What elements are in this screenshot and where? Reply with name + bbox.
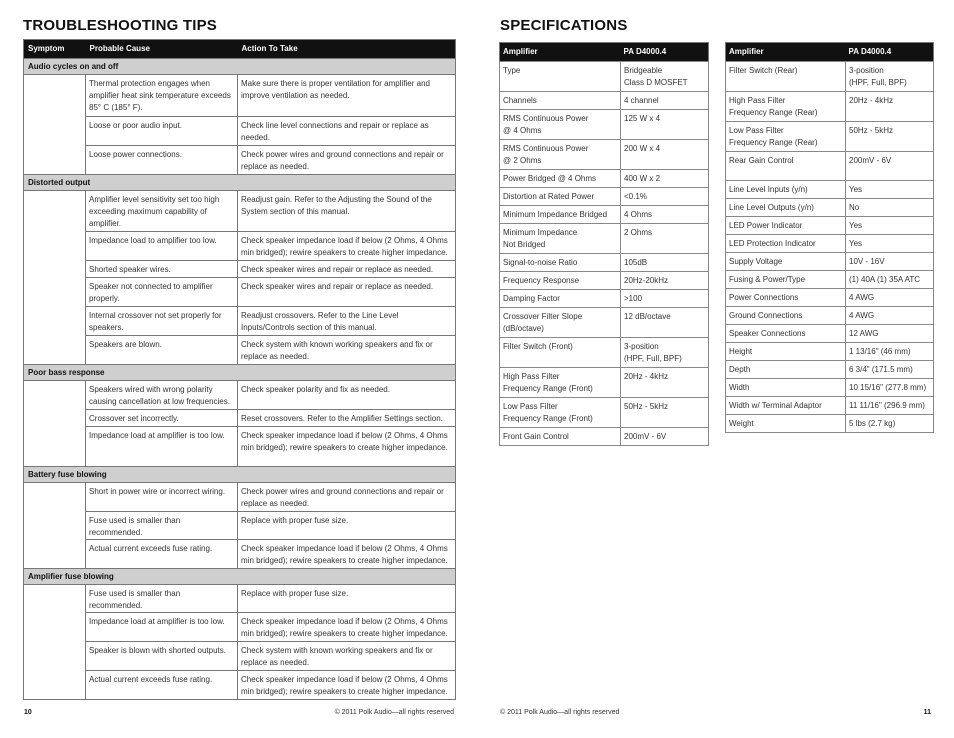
spec-value: 20Hz-20kHz — [621, 272, 709, 290]
spec-value: 3-position (HPF, Full, BPF) — [846, 62, 934, 92]
symptom-cell — [24, 261, 86, 278]
spec-table-right — [725, 42, 934, 433]
probable-cause-cell: Speakers are blown. — [86, 336, 238, 365]
troubleshooting-row — [24, 191, 456, 232]
troubleshooting-row — [24, 410, 456, 427]
spec-right-header-row — [726, 43, 934, 62]
spec-row — [500, 272, 709, 290]
spec-value: 200mV - 6V — [846, 152, 934, 181]
spec-row — [726, 379, 934, 397]
spec-label: Low Pass Filter Frequency Range (Rear) — [726, 122, 846, 152]
symptom-label: Distorted output — [24, 175, 456, 191]
spec-label: Damping Factor — [500, 290, 621, 308]
spec-label: Type — [500, 62, 621, 92]
troubleshooting-title: TROUBLESHOOTING TIPS — [23, 17, 218, 34]
symptom-cell — [24, 512, 86, 540]
probable-cause-cell: Short in power wire or incorrect wiring. — [86, 483, 238, 512]
spec-label: Width — [726, 379, 846, 397]
probable-cause-cell: Impedance load to amplifier too low. — [86, 232, 238, 261]
spec-label: Power Connections — [726, 289, 846, 307]
symptom-cell — [24, 585, 86, 613]
spec-label: Frequency Response — [500, 272, 621, 290]
spec-row — [726, 415, 934, 433]
troubleshooting-row — [24, 261, 456, 278]
troubleshooting-row — [24, 671, 456, 700]
spec-row — [726, 253, 934, 271]
probable-cause-cell: Thermal protection engages when amplifier heat sink temperature exceeds 85° C (185° F). — [86, 75, 238, 117]
troubleshooting-row — [24, 585, 456, 613]
header-symptom: Symptom — [24, 40, 86, 59]
spec-label: LED Protection Indicator — [726, 235, 846, 253]
spec-row — [726, 152, 934, 181]
spec-value: 5 lbs (2.7 kg) — [846, 415, 934, 433]
spec-row — [500, 224, 709, 254]
probable-cause-cell: Actual current exceeds fuse rating. — [86, 540, 238, 569]
spec-row — [500, 92, 709, 110]
spec-label: Rear Gain Control — [726, 152, 846, 181]
symptom-group-row — [24, 175, 456, 191]
action-cell: Check speaker wires and repair or replace as needed. — [238, 261, 456, 278]
spec-label: Minimum Impedance Not Bridged — [500, 224, 621, 254]
spec-label: Height — [726, 343, 846, 361]
spec-row — [500, 398, 709, 428]
troubleshooting-row — [24, 146, 456, 175]
action-cell: Check power wires and ground connections and repair or replace as needed. — [238, 483, 456, 512]
symptom-cell — [24, 613, 86, 642]
spec-right-body — [726, 62, 934, 433]
spec-value: 4 AWG — [846, 307, 934, 325]
troubleshooting-table — [23, 39, 456, 700]
spec-label: Distortion at Rated Power — [500, 188, 621, 206]
spec-right-header-amplifier: Amplifier — [726, 43, 846, 62]
action-cell: Check system with known working speakers and fix or replace as needed. — [238, 642, 456, 671]
troubleshooting-row — [24, 613, 456, 642]
probable-cause-cell: Shorted speaker wires. — [86, 261, 238, 278]
spec-left-header-row — [500, 43, 709, 62]
symptom-cell — [24, 381, 86, 410]
symptom-group-row — [24, 59, 456, 75]
symptom-label: Amplifier fuse blowing — [24, 569, 456, 585]
spec-label: Minimum Impedance Bridged — [500, 206, 621, 224]
spec-label: RMS Continuous Power @ 4 Ohms — [500, 110, 621, 140]
spec-row — [726, 325, 934, 343]
action-cell: Replace with proper fuse size. — [238, 585, 456, 613]
spec-label: Supply Voltage — [726, 253, 846, 271]
spec-row — [726, 92, 934, 122]
spec-row — [500, 254, 709, 272]
symptom-cell — [24, 642, 86, 671]
spec-label: RMS Continuous Power @ 2 Ohms — [500, 140, 621, 170]
spec-value: Yes — [846, 235, 934, 253]
spec-label: Width w/ Terminal Adaptor — [726, 397, 846, 415]
action-cell: Check speaker impedance load if below (2 Ohms, 4 Ohms min bridged); rewire speakers to create higher impedance. — [238, 613, 456, 642]
symptom-cell — [24, 307, 86, 336]
action-cell: Replace with proper fuse size. — [238, 512, 456, 540]
symptom-cell — [24, 540, 86, 569]
spec-value: 105dB — [621, 254, 709, 272]
spec-label: Fusing & Power/Type — [726, 271, 846, 289]
spec-row — [500, 338, 709, 368]
spec-left-body — [500, 62, 709, 446]
page-number-right: 11 — [923, 709, 931, 716]
action-cell: Readjust gain. Refer to the Adjusting the Sound of the System section of this manual. — [238, 191, 456, 232]
probable-cause-cell: Impedance load at amplifier is too low. — [86, 613, 238, 642]
spec-row — [726, 343, 934, 361]
probable-cause-cell: Fuse used is smaller than recommended. — [86, 585, 238, 613]
spec-label: Line Level Outputs (y/n) — [726, 199, 846, 217]
spec-row — [500, 290, 709, 308]
spec-value: 400 W x 2 — [621, 170, 709, 188]
probable-cause-cell: Actual current exceeds fuse rating. — [86, 671, 238, 700]
spec-value: 50Hz - 5kHz — [846, 122, 934, 152]
spec-row — [500, 368, 709, 398]
troubleshooting-row — [24, 336, 456, 365]
spec-value: 1 13/16" (46 mm) — [846, 343, 934, 361]
spec-label: Weight — [726, 415, 846, 433]
symptom-cell — [24, 427, 86, 467]
spec-value: 200mV - 6V — [621, 428, 709, 446]
spec-row — [500, 62, 709, 92]
symptom-cell — [24, 117, 86, 146]
symptom-label: Poor bass response — [24, 365, 456, 381]
spec-value: 50Hz - 5kHz — [621, 398, 709, 428]
action-cell: Check power wires and ground connections and repair or replace as needed. — [238, 146, 456, 175]
spec-row — [726, 289, 934, 307]
spec-value: (1) 40A (1) 35A ATC — [846, 271, 934, 289]
spec-left-header-amplifier: Amplifier — [500, 43, 621, 62]
troubleshooting-row — [24, 117, 456, 146]
specifications-title: SPECIFICATIONS — [500, 17, 628, 34]
troubleshooting-row — [24, 307, 456, 336]
spec-row — [726, 122, 934, 152]
probable-cause-cell: Speakers wired with wrong polarity causing cancellation at low frequencies. — [86, 381, 238, 410]
action-cell: Make sure there is proper ventilation for amplifier and improve ventilation as needed. — [238, 75, 456, 117]
action-cell: Reset crossovers. Refer to the Amplifier Settings section. — [238, 410, 456, 427]
symptom-cell — [24, 146, 86, 175]
spec-left-header-model: PA D4000.4 — [621, 43, 709, 62]
spec-label: Channels — [500, 92, 621, 110]
probable-cause-cell: Speaker not connected to amplifier properly. — [86, 278, 238, 307]
troubleshooting-row — [24, 232, 456, 261]
spec-value: 4 AWG — [846, 289, 934, 307]
spec-label: Line Level Inputs (y/n) — [726, 181, 846, 199]
copyright-left: © 2011 Polk Audio—all rights reserved — [334, 709, 454, 716]
action-cell: Readjust crossovers. Refer to the Line Level Inputs/Controls section of this manual. — [238, 307, 456, 336]
action-cell: Check system with known working speakers and fix or replace as needed. — [238, 336, 456, 365]
action-cell: Check line level connections and repair or replace as needed. — [238, 117, 456, 146]
symptom-group-row — [24, 467, 456, 483]
troubleshooting-row — [24, 75, 456, 117]
spec-label: Filter Switch (Rear) — [726, 62, 846, 92]
spec-row — [500, 308, 709, 338]
spec-label: Filter Switch (Front) — [500, 338, 621, 368]
spec-row — [726, 397, 934, 415]
spec-table-left — [499, 42, 709, 446]
symptom-cell — [24, 232, 86, 261]
symptom-cell — [24, 336, 86, 365]
symptom-label: Audio cycles on and off — [24, 59, 456, 75]
spec-row — [726, 199, 934, 217]
spec-value: Yes — [846, 217, 934, 235]
spec-label: Depth — [726, 361, 846, 379]
spec-value: <0.1% — [621, 188, 709, 206]
spec-value: 4 Ohms — [621, 206, 709, 224]
spec-label: Front Gain Control — [500, 428, 621, 446]
probable-cause-cell: Internal crossover not set properly for speakers. — [86, 307, 238, 336]
troubleshooting-row — [24, 483, 456, 512]
spec-row — [726, 361, 934, 379]
spec-value: 20Hz - 4kHz — [846, 92, 934, 122]
spec-label: High Pass Filter Frequency Range (Rear) — [726, 92, 846, 122]
spec-row — [500, 428, 709, 446]
spec-value: 2 Ohms — [621, 224, 709, 254]
spec-value: Yes — [846, 181, 934, 199]
spec-value: Bridgeable Class D MOSFET — [621, 62, 709, 92]
symptom-cell — [24, 75, 86, 117]
troubleshooting-row — [24, 427, 456, 467]
symptom-group-row — [24, 569, 456, 585]
spec-row — [500, 110, 709, 140]
troubleshooting-header-row — [24, 40, 456, 59]
spec-row — [500, 206, 709, 224]
troubleshooting-row — [24, 381, 456, 410]
probable-cause-cell: Impedance load at amplifier is too low. — [86, 427, 238, 467]
probable-cause-cell: Crossover set incorrectly. — [86, 410, 238, 427]
action-cell: Check speaker impedance load if below (2 Ohms, 4 Ohms min bridged); rewire speakers to create higher impedance. — [238, 427, 456, 467]
spec-label: Crossover Filter Slope (dB/octave) — [500, 308, 621, 338]
troubleshooting-row — [24, 278, 456, 307]
spec-row — [726, 181, 934, 199]
action-cell: Check speaker impedance load if below (2 Ohms, 4 Ohms min bridged); rewire speakers to create higher impedance. — [238, 232, 456, 261]
copyright-right: © 2011 Polk Audio—all rights reserved — [500, 709, 620, 716]
spec-row — [500, 170, 709, 188]
header-action: Action To Take — [238, 40, 456, 59]
symptom-cell — [24, 278, 86, 307]
symptom-group-row — [24, 365, 456, 381]
page-number-left: 10 — [24, 709, 32, 716]
probable-cause-cell: Fuse used is smaller than recommended. — [86, 512, 238, 540]
spec-row — [726, 235, 934, 253]
spec-row — [726, 307, 934, 325]
spec-label: High Pass Filter Frequency Range (Front) — [500, 368, 621, 398]
action-cell: Check speaker impedance load if below (2 Ohms, 4 Ohms min bridged); rewire speakers to create higher impedance. — [238, 540, 456, 569]
spec-value: 10V - 16V — [846, 253, 934, 271]
symptom-cell — [24, 410, 86, 427]
spec-value: 12 dB/octave — [621, 308, 709, 338]
action-cell: Check speaker impedance load if below (2 Ohms, 4 Ohms min bridged); rewire speakers to create higher impedance. — [238, 671, 456, 700]
spec-right-header-model: PA D4000.4 — [846, 43, 934, 62]
spec-label: Low Pass Filter Frequency Range (Front) — [500, 398, 621, 428]
spec-label: Speaker Connections — [726, 325, 846, 343]
symptom-cell — [24, 671, 86, 700]
spec-row — [726, 62, 934, 92]
spec-label: LED Power Indicator — [726, 217, 846, 235]
spec-row — [726, 217, 934, 235]
spec-row — [726, 271, 934, 289]
spec-value: 6 3/4" (171.5 mm) — [846, 361, 934, 379]
probable-cause-cell: Loose power connections. — [86, 146, 238, 175]
probable-cause-cell: Speaker is blown with shorted outputs. — [86, 642, 238, 671]
spec-value: 125 W x 4 — [621, 110, 709, 140]
troubleshooting-body — [24, 59, 456, 700]
spec-label: Ground Connections — [726, 307, 846, 325]
symptom-cell — [24, 191, 86, 232]
spec-value: 200 W x 4 — [621, 140, 709, 170]
action-cell: Check speaker polarity and fix as needed. — [238, 381, 456, 410]
probable-cause-cell: Amplifier level sensitivity set too high exceeding maximum capability of amplifier. — [86, 191, 238, 232]
spec-value: 20Hz - 4kHz — [621, 368, 709, 398]
spec-label: Power Bridged @ 4 Ohms — [500, 170, 621, 188]
spec-value: No — [846, 199, 934, 217]
spec-value: >100 — [621, 290, 709, 308]
action-cell: Check speaker wires and repair or replace as needed. — [238, 278, 456, 307]
troubleshooting-row — [24, 540, 456, 569]
spec-value: 3-position (HPF, Full, BPF) — [621, 338, 709, 368]
spec-label: Signal-to-noise Ratio — [500, 254, 621, 272]
spec-value: 11 11/16" (296.9 mm) — [846, 397, 934, 415]
spec-value: 4 channel — [621, 92, 709, 110]
symptom-label: Battery fuse blowing — [24, 467, 456, 483]
spec-value: 12 AWG — [846, 325, 934, 343]
symptom-cell — [24, 483, 86, 512]
spec-row — [500, 140, 709, 170]
troubleshooting-row — [24, 512, 456, 540]
header-probable-cause: Probable Cause — [86, 40, 238, 59]
spec-row — [500, 188, 709, 206]
probable-cause-cell: Loose or poor audio input. — [86, 117, 238, 146]
troubleshooting-row — [24, 642, 456, 671]
spec-value: 10 15/16" (277.8 mm) — [846, 379, 934, 397]
right-page — [477, 0, 954, 738]
